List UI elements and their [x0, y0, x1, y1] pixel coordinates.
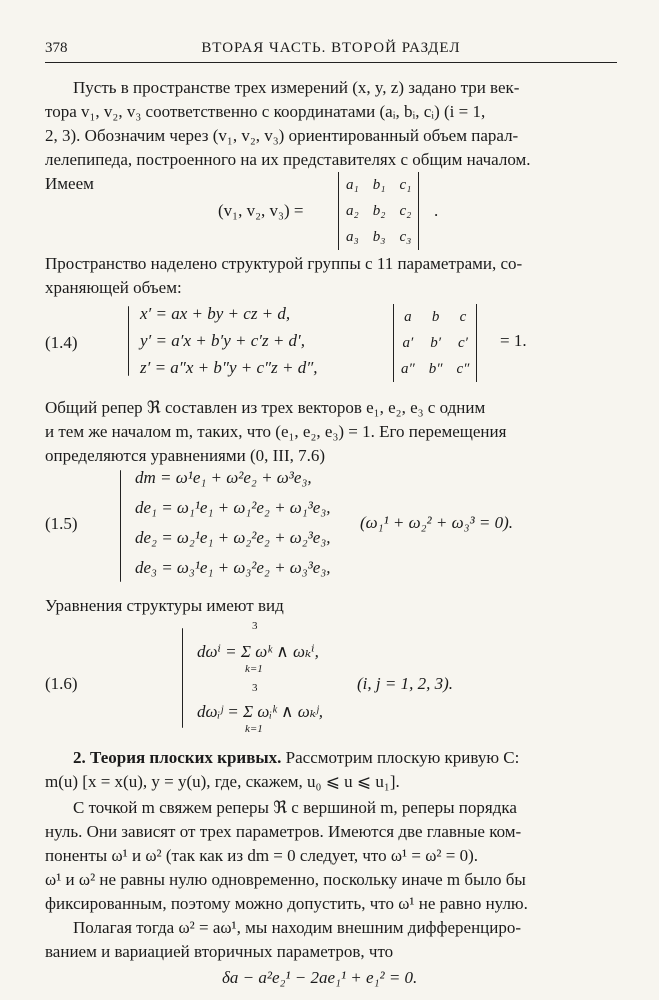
eq14-rhs: = 1.	[500, 331, 527, 350]
para1-line3: 2, 3). Обозначим через (v₁, v₂, v₃) ориентированный объем парал-	[45, 126, 519, 145]
section2-line1	[45, 746, 617, 770]
det-cell: c₁	[399, 176, 412, 193]
det-cell: c′	[457, 334, 468, 351]
para5-line3: поненты ω¹ и ω² (так как из dm = 0 следует, что ω¹ = ω² = 0).	[45, 846, 479, 865]
para3-line1: Общий репер ℜ составлен из трех векторов e₁, e₂, e₃ с одним	[45, 398, 486, 417]
para4-line1: Уравнения структуры имеют вид	[45, 596, 284, 615]
eq15-line1: dm = ω¹e₁ + ω²e₂ + ω³e₃,	[135, 468, 312, 487]
group-determinant	[393, 304, 477, 382]
volume-lhs: (v₁, v₂, v₃) =	[218, 201, 304, 220]
sum2-bottom: k=1	[245, 723, 263, 735]
eq-label-1-5: (1.5)	[45, 514, 78, 533]
volume-determinant	[338, 172, 419, 250]
det-cell: b₃	[372, 228, 386, 245]
para1-line5: Имеем	[45, 174, 94, 193]
running-header	[45, 38, 617, 63]
det-cell: b₂	[372, 202, 386, 219]
eq15-line4: de₃ = ω₃¹e₁ + ω₃²e₂ + ω₃³e₃,	[135, 558, 331, 577]
eq16-line1: dωⁱ = Σ ωᵏ ∧ ωₖⁱ,	[197, 642, 319, 661]
page-number: 378	[45, 40, 68, 56]
para2-line1: Пространство наделено структурой группы с 11 параметрами, со-	[45, 254, 523, 273]
eq16-line2: dωᵢʲ = Σ ωᵢᵏ ∧ ωₖʲ,	[197, 702, 323, 721]
volume-end: .	[434, 201, 439, 220]
sum1-top: 3	[252, 620, 258, 632]
para1-line2: тора v₁, v₂, v₃ соответственно с координатами (aᵢ, bᵢ, cᵢ) (i = 1,	[45, 102, 486, 121]
det-cell: c₂	[399, 202, 412, 219]
final-equation: δa − a²e₂¹ − 2ae₁¹ + e₁² = 0.	[222, 968, 418, 987]
det-cell: a₃	[346, 228, 359, 245]
det-cell: a″	[401, 360, 415, 377]
sum1-bottom: k=1	[245, 663, 263, 675]
det-cell: c″	[456, 360, 470, 377]
det-cell: a′	[402, 334, 414, 351]
para5-line2: нуль. Они зависят от трех параметров. Имеются две главные ком-	[45, 822, 522, 841]
para3-line3: определяются уравнениями (0, III, 7.6)	[45, 446, 326, 465]
det-cell: c	[459, 308, 467, 325]
eq14-line3: z′ = a″x + b″y + c″z + d″,	[140, 358, 318, 377]
para1-line4: лелепипеда, построенного на их представителях с общим началом.	[45, 150, 531, 169]
running-title: ВТОРАЯ ЧАСТЬ. ВТОРОЙ РАЗДЕЛ	[201, 40, 461, 56]
det-cell: a₂	[346, 202, 359, 219]
eq16-side: (i, j = 1, 2, 3).	[357, 674, 453, 693]
para5-line4: ω¹ и ω² не равны нулю одновременно, поскольку иначе m было бы	[45, 870, 526, 889]
para1-line1: Пусть в пространстве трех измерений (x, y, z) задано три век-	[73, 78, 520, 97]
eq14-line1: x′ = ax + by + cz + d,	[140, 304, 291, 323]
para5-line1: С точкой m свяжем реперы ℜ с вершиной m, реперы порядка	[73, 798, 517, 817]
eq15-line3: de₂ = ω₂¹e₁ + ω₂²e₂ + ω₂³e₃,	[135, 528, 331, 547]
section-heading: 2. Теория плоских кривых.	[73, 748, 282, 767]
para5-line5: фиксированным, поэтому можно допустить, что ω¹ не равно нулю.	[45, 894, 528, 913]
para6-line1: Полагая тогда ω² = aω¹, мы находим внешним дифференциро-	[73, 918, 522, 937]
para3-line2: и тем же началом m, таких, что (e₁, e₂, e₃) = 1. Его перемещения	[45, 422, 507, 441]
brace-1-4	[128, 306, 129, 376]
brace-1-6	[182, 628, 183, 728]
det-cell: c₃	[399, 228, 412, 245]
brace-1-5	[120, 470, 121, 582]
det-cell: b	[431, 308, 440, 325]
det-cell: a	[404, 308, 412, 325]
det-cell: b′	[430, 334, 442, 351]
para2-line2: храняющей объем:	[45, 278, 182, 297]
eq14-line2: y′ = a′x + b′y + c′z + d′,	[140, 331, 306, 350]
eq15-line2: de₁ = ω₁¹e₁ + ω₁²e₂ + ω₁³e₃,	[135, 498, 331, 517]
det-cell: a₁	[346, 176, 359, 193]
det-cell: b″	[428, 360, 443, 377]
eq15-side: (ω₁¹ + ω₂² + ω₃³ = 0).	[360, 513, 514, 532]
section2-line1-rest: Рассмотрим плоскую кривую C:	[285, 748, 520, 767]
para6-line2: ванием и вариацией вторичных параметров, что	[45, 942, 394, 961]
eq-label-1-4: (1.4)	[45, 333, 78, 352]
section2-line2: m(u) [x = x(u), y = y(u), где, скажем, u₀ ⩽ u ⩽ u₁].	[45, 772, 400, 791]
eq-label-1-6: (1.6)	[45, 674, 78, 693]
sum2-top: 3	[252, 682, 258, 694]
det-cell: b₁	[372, 176, 386, 193]
